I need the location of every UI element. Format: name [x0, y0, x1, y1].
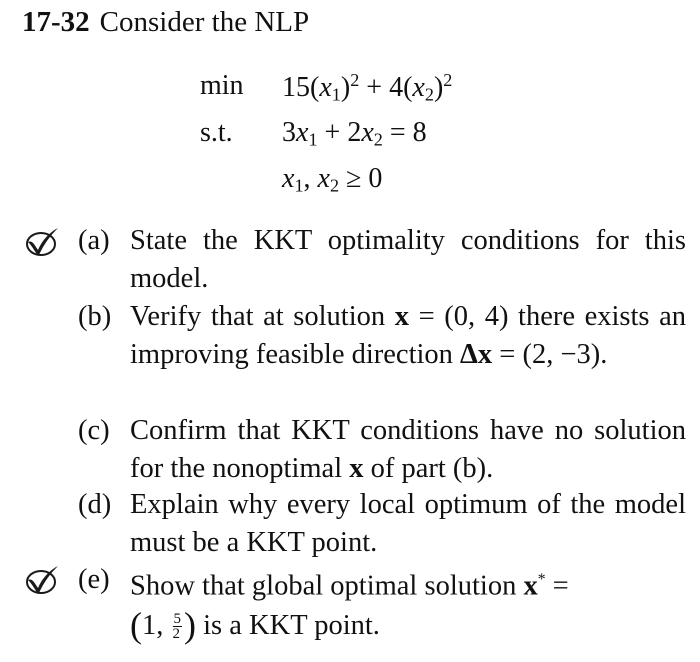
part-e	[78, 561, 686, 645]
part-b-tag: (b)	[78, 301, 112, 332]
objective-expression: $15(x_1)^2 + 4(x_2)^2$	[282, 70, 453, 105]
objective-row	[200, 70, 680, 110]
part-b-text: Verify that at solution x = (0, 4) there exists an improving feasible direction Δx = (2, −3).	[130, 301, 686, 370]
nonnegativity-expression: $x_1$, $x_2 \ge 0$	[282, 163, 383, 196]
part-e-text: Show that global optimal solution x* = (1, $\frac{5}{2}$ ) is a KKT point.	[130, 570, 569, 645]
problem-title: Consider the NLP	[99, 6, 310, 38]
nonnegativity-row	[200, 163, 680, 203]
part-d	[78, 486, 686, 562]
problem-number: 17-32	[22, 6, 90, 38]
checkmark-icon	[22, 562, 62, 596]
constraint-row	[200, 117, 680, 157]
part-a-text: State the KKT optimality conditions for this model.	[130, 225, 686, 294]
part-c-text: Confirm that KKT conditions have no solution for the nonoptimal x of part (b).	[130, 415, 686, 484]
part-e-tag: (e)	[78, 564, 110, 595]
part-a-tag: (a)	[78, 225, 110, 256]
part-c	[78, 412, 686, 488]
part-d-text: Explain why every local optimum of the model must be a KKT point.	[130, 489, 686, 558]
part-a	[78, 222, 686, 298]
problem-header	[22, 6, 309, 39]
part-b	[78, 298, 686, 374]
objective-label: min	[200, 70, 244, 101]
fraction: $\frac{5}{2}$	[172, 611, 181, 643]
part-d-tag: (d)	[78, 489, 112, 520]
part-c-tag: (c)	[78, 415, 110, 446]
constraint-label: s.t.	[200, 117, 233, 148]
constraint-expression: $3x_1 + 2x_2 = 8$	[282, 117, 427, 150]
checkmark-icon	[22, 224, 62, 258]
